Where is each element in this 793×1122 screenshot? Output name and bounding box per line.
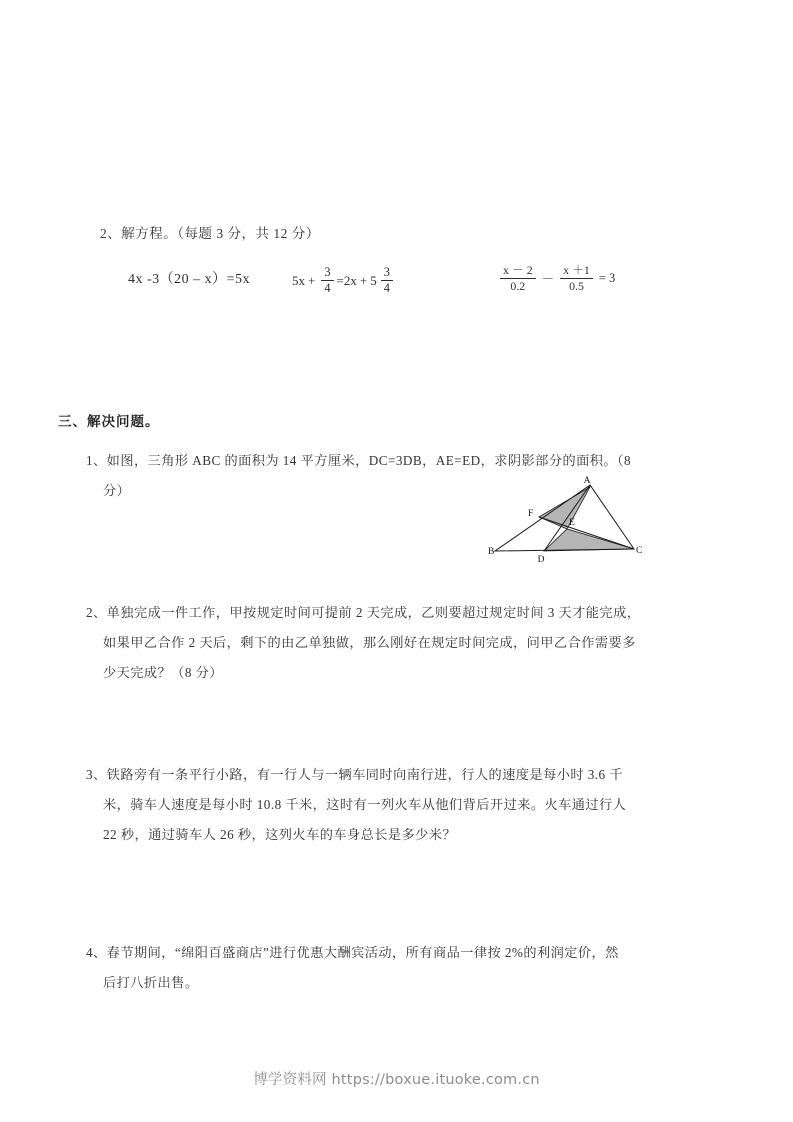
equation-2-fraction-2	[381, 266, 393, 296]
shaded-region-afe	[539, 487, 590, 529]
equation-1	[128, 268, 250, 288]
problem-1	[86, 446, 752, 506]
problem-4-line-1: 4、春节期间，“绵阳百盛商店”进行优惠大酬宾活动，所有商品一律按 2%的利润定价，然	[86, 945, 619, 960]
equation-2-equals-term: =2x	[336, 272, 357, 288]
problem-1-line-2: 分）	[103, 483, 131, 498]
problem-1-line-1: 1、如图，三角形 ABC 的面积为 14 平方厘米，DC=3DB，AE=ED，求阴影部分的面积。（8	[86, 453, 632, 468]
equation-3-fraction-2	[560, 264, 593, 293]
figure-label-e: E	[569, 518, 575, 528]
equation-1-text: 4x -3（20 – x）=5x	[128, 272, 251, 287]
problem-3-line-3: 22 秒，通过骑车人 26 秒，这列火车的车身总长是多少米？	[103, 827, 457, 842]
figure-label-a: A	[583, 476, 591, 486]
problem-4-line-2: 后打八折出售。	[103, 975, 199, 990]
equation-3-fraction-2-numerator: x ＋1	[560, 264, 593, 279]
equation-2	[292, 266, 396, 296]
problem-2	[86, 598, 752, 688]
problem-4	[86, 938, 752, 998]
equation-3-operator-minus: －	[541, 272, 555, 287]
problem-3-line-1: 3、铁路旁有一条平行小路，有一行人与一辆车同时向南行进，行人的速度是每小时 3.6 千	[86, 767, 623, 782]
equation-3-fraction-2-denominator: 0.5	[569, 278, 584, 293]
footer-watermark: 博学资料网 https://boxue.ituoke.com.cn	[253, 1072, 540, 1088]
figure-label-f: F	[528, 509, 534, 519]
equations-row	[0, 260, 793, 304]
equations-prompt: 2、解方程。（每题 3 分，共 12 分）	[100, 226, 320, 241]
equation-2-fraction-1-denominator: 4	[324, 281, 331, 296]
equation-2-mixed-integer: 5	[370, 272, 377, 288]
figure-label-c: C	[636, 546, 642, 556]
problem-3-line-2: 米，骑车人速度是每小时 10.8 千米，这时有一列火车从他们背后开过来。火车通过行人	[103, 797, 627, 812]
figure-label-d: D	[537, 555, 545, 564]
equation-2-fraction-1	[321, 266, 333, 296]
equation-3-fraction-1	[500, 264, 536, 293]
equation-3-fraction-1-denominator: 0.2	[510, 278, 526, 293]
equation-3	[497, 264, 618, 293]
equation-3-fraction-1-numerator: x － 2	[500, 264, 536, 279]
equation-2-operator-plus-2: +	[359, 272, 368, 288]
equation-3-right-hand-side: = 3	[598, 270, 616, 285]
problem-3	[86, 760, 752, 850]
problem-2-line-2: 如果甲乙合作 2 天后，剩下的由乙单独做，那么刚好在规定时间完成，问甲乙合作需要多	[103, 635, 636, 650]
equation-2-fraction-2-denominator: 4	[383, 281, 390, 296]
problem-2-line-1: 2、单独完成一件工作，甲按规定时间可提前 2 天完成，乙则要超过规定时间 3 天才能完成，	[86, 605, 641, 620]
equation-2-fraction-2-numerator: 3	[381, 266, 393, 281]
equation-2-operator-plus-1: +	[308, 272, 316, 288]
section-three-heading: 三、解决问题。	[58, 414, 160, 430]
equation-2-term-a: 5x	[292, 272, 305, 288]
figure-label-b: B	[488, 547, 495, 557]
problem-2-line-3: 少天完成？（8 分）	[103, 665, 223, 680]
equation-2-fraction-1-numerator: 3	[321, 266, 333, 281]
triangle-figure	[487, 474, 642, 564]
